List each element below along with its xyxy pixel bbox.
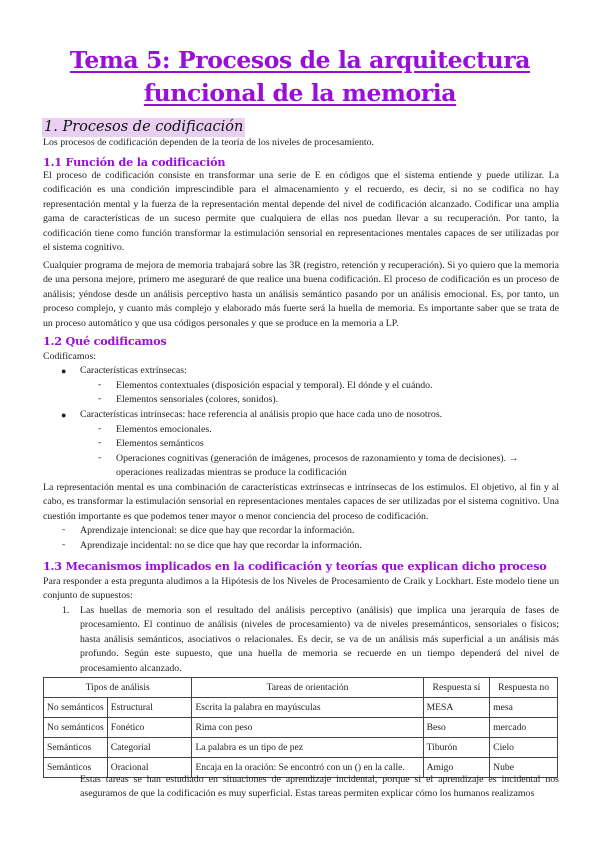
table-header-cell: Respuesta sí: [423, 678, 490, 698]
list-item: Elementos sensoriales (colores, sonidos).: [116, 394, 279, 405]
dash-icon: -: [62, 539, 66, 550]
table-header-row: [44, 678, 558, 698]
list-item: Operaciones cognitivas (generación de imágenes, procesos de razonamiento y toma de decisiones). →: [116, 453, 519, 464]
dash-icon: -: [62, 524, 66, 535]
table-cell: Cielo: [490, 738, 558, 758]
list-item-intrinsecas: Características intrínsecas: hace referencia al análisis propio que hace cada uno de nosotros.: [80, 409, 443, 420]
table-cell: Semánticos: [44, 738, 108, 758]
table-header-cell: Tipos de análisis: [44, 678, 192, 698]
paragraph-funcion: El proceso de codificación consiste en transformar una serie de E en códigos que el sistema entiende y puede utilizar. La codificación es una condición imprescindible para el almacenamiento y el recuerdo, es decir, si no se codifica no hay representación mental y la fuerza de la representación mental depende del nivel de codificación alcanzado. Codificar una amplia gama de características de un suceso permite que cualquiera de ellas nos puedan llevar a su recuperación. Por tanto, la codificación tiene como función transformar la estimulación sensorial en representaciones mentales capaces de ser utilizadas por el sistema cognitivo.: [43, 170, 559, 254]
table-row: [44, 698, 558, 718]
table-cell: mesa: [490, 698, 558, 718]
list-item: Elementos contextuales (disposición espacial y temporal). El dónde y el cuándo.: [116, 380, 433, 391]
list-item-incidental: Aprendizaje incidental: no se dice que hay que recordar la información.: [80, 540, 362, 551]
table-cell: Rima con peso: [192, 718, 423, 738]
codificamos-lead: Codificamos:: [43, 351, 97, 362]
table-cell: La palabra es un tipo de pez: [192, 738, 423, 758]
table-cell: Estructural: [107, 698, 192, 718]
table-cell: Fonético: [107, 718, 192, 738]
subsection-heading-1-3: 1.3 Mecanismos implicados en la codificación y teorías que explican dicho proceso: [43, 559, 547, 573]
orientation-tasks-table: [43, 677, 558, 778]
document-title: Tema 5: Procesos de la arquitectura funcional de la memoria: [69, 46, 531, 107]
table-cell: MESA: [423, 698, 490, 718]
table-cell: Escrita la palabra en mayúsculas: [192, 698, 423, 718]
table-cell: No semánticos: [44, 718, 108, 738]
list-item-intencional: Aprendizaje intencional: se dice que hay que recordar la información.: [80, 525, 355, 536]
dash-icon: -: [98, 393, 102, 404]
table-cell: mercado: [490, 718, 558, 738]
closing-paragraph: Estas tareas se han estudiado en situaciones de aprendizaje incidental, porque si el aprendizaje es incidental nos aseguramos de que la codificación es muy superficial. Estas tareas permiten explicar cómo los humanos realizamos: [80, 774, 559, 800]
subsection-heading-1-1: 1.1 Función de la codificación: [43, 155, 226, 169]
dash-icon: -: [98, 452, 102, 463]
dash-icon: -: [98, 379, 102, 390]
list-item-extrinsecas: Características extrínsecas:: [80, 365, 187, 376]
table-row: [44, 718, 558, 738]
list-item: Elementos semánticos: [116, 438, 204, 449]
paragraph-3r: Cualquier programa de mejora de memoria trabajará sobre las 3R (registro, retención y recuperación). Si yo quiero que la memoria de una persona mejore, primero me aseguraré de que realice una buena codificación. El proceso de codificación es un proceso de análisis; yéndose desde un análisis perceptivo hasta un análisis semántico pasando por un análisis emocional. Es, por tanto, un proceso complejo, y cuanto más complejo y elaborado más fuerte será la huella de memoria. Es importante saber que se trata de un proceso automático y que usa códigos personales y que se produce en la memoria a LP.: [43, 260, 559, 329]
paragraph-craik-lockhart: Para responder a esta pregunta aludimos a la Hipótesis de los Niveles de Procesamiento de Craik y Lockhart. Este modelo tiene un conjunto de supuestos:: [43, 576, 559, 602]
table-cell: Encaja en la oración: Se encontró con un () en la calle.: [192, 758, 423, 778]
table-cell: Oracional: [107, 758, 192, 778]
section-intro: Los procesos de codificación dependen de la teoría de los niveles de procesamiento.: [43, 137, 375, 148]
table-header-cell: Tareas de orientación: [192, 678, 423, 698]
list-item: Elementos emocionales.: [116, 424, 212, 435]
bullet-icon: ●: [61, 410, 67, 420]
subsection-heading-1-2: 1.2 Qué codificamos: [43, 334, 167, 348]
dash-icon: -: [98, 437, 102, 448]
table-cell: No semánticos: [44, 698, 108, 718]
table-cell: Semánticos: [44, 758, 108, 778]
table-header-cell: Respuesta no: [490, 678, 558, 698]
section-heading: 1. Procesos de codificación: [44, 119, 244, 135]
table-cell: Beso: [423, 718, 490, 738]
list-item-continuation: operaciones realizadas mientras se produce la codificación: [116, 467, 347, 478]
dash-icon: -: [98, 423, 102, 434]
table-cell: Nube: [490, 758, 558, 778]
list-number: 1.: [62, 605, 70, 616]
table-row: [44, 738, 558, 758]
list-item-supuesto-1: Las huellas de memoria son el resultado del análisis perceptivo (análisis) que implica una jerarquía de fases de procesamiento. El continuo de análisis (niveles de procesamiento) va de niveles presemánticos, sensoriales o físicos; hasta análisis semánticos, asociativos o relacionales. Es decir, se va de un análisis más superficial a un análisis más profundo. Según este supuesto, que una huella de memoria se recuerde en un tiempo dependerá del nivel de procesamiento alcanzado.: [80, 605, 559, 674]
paragraph-representacion: La representación mental es una combinación de características extrínsecas e intrínsecas de los estímulos. El objetivo, al fin y al cabo, es transformar la estimulación sensorial en representaciones mentales capaces de ser utilizadas por el sistema cognitivo. Una cuestión importante es que podemos tener mayor o menor conciencia del proceso de codificación.: [43, 482, 559, 522]
bullet-icon: ●: [61, 366, 67, 376]
table-cell: Amigo: [423, 758, 490, 778]
table-cell: Categorial: [107, 738, 192, 758]
table-cell: Tiburón: [423, 738, 490, 758]
